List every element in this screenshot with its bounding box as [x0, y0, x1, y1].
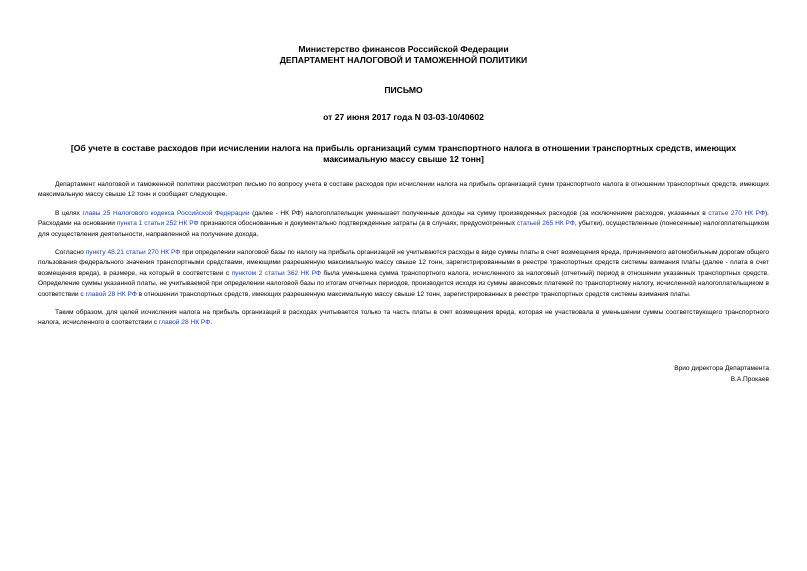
- paragraph-text: признаются обоснованные и документально подтвержденные затраты (а в случаях, предусмотренных: [198, 220, 517, 228]
- link-article-252[interactable]: пункта 1 статьи 252 НК РФ: [116, 220, 199, 228]
- link-article-362-point-2[interactable]: пунктом 2 статьи 362 НК РФ: [231, 269, 322, 277]
- link-article-270-point-48-21[interactable]: пункту 48.21 статьи 270 НК РФ: [85, 249, 181, 257]
- link-chapter-28[interactable]: главой 28 НК РФ: [85, 290, 137, 298]
- paragraph-2: [38, 209, 769, 240]
- paragraph-text: была уменьшена сумма транспортного налога, исчисленного за налоговый (отчетный) период в отношении указанных транспортных средств. Определение суммы указанной платы, не учитываемой при определении налоговой базы по итогам отчетных периодов, производится исходя из суммы авансовых платежей по транспортному налогу, исчисленной налогоплательщиком в соответствии с: [38, 269, 769, 298]
- document-date-number: от 27 июня 2017 года N 03-03-10/40602: [323, 111, 484, 122]
- link-chapter-25-tax-code[interactable]: главы 25 Налогового кодекса Российской Федерации: [82, 209, 250, 217]
- signatory-position: Врио директора Департамента: [674, 365, 769, 372]
- department-name: ДЕПАРТАМЕНТ НАЛОГОВОЙ И ТАМОЖЕННОЙ ПОЛИТИКИ: [279, 54, 528, 65]
- paragraph-text: при определении налоговой базы по налогу на прибыль организаций не учитываются расходы в виде суммы платы в счет возмещения вреда, причиняемого автомобильным дорогам общего пользования федерального значения транспортными средствами, имеющими разрешенную максимальную массу свыше 12 тонн, зарегистрированными в реестре транспортных средств системы взимания платы (далее - плата в счет возмещения вреда), в размере, на который в соответствии с: [38, 249, 769, 277]
- document-subject: [Об учете в составе расходов при исчислении налога на прибыль организаций сумм транспортного налога в отношении транспортных средств, имеющих максимальную массу свыше 12 тонн]: [70, 143, 737, 164]
- paragraph-text: в отношении транспортных средств, имеющих разрешенную максимальную массу свыше 12 тонн, зарегистрированных в реестре транспортных средств системы взимания платы.: [136, 290, 691, 298]
- paragraph-1: Департамент налоговой и таможенной политики рассмотрел письмо по вопросу учета в составе расходов при исчислении налога на прибыль организаций сумм транспортного налога в отношении транспортных средств, имеющих максимальную массу свыше 12 тонн и сообщает следующее.: [38, 181, 769, 199]
- paragraph-text: Согласно: [55, 249, 86, 257]
- paragraph-text: (далее - НК РФ) налогоплательщик уменьшает полученные доходы на сумму произведенных расходов (за исключением расходов, указанных в: [249, 209, 709, 217]
- paragraph-4: [38, 308, 769, 329]
- ministry-name: Министерство финансов Российской Федерации: [298, 44, 509, 54]
- signatory-name: В.А.Прокаев: [730, 375, 769, 383]
- paragraph-text: ). Расходами на основании: [38, 209, 770, 228]
- paragraph-text: В целях: [55, 209, 83, 217]
- paragraph-text: Таким образом, для целей исчисления налога на прибыль организаций в расходах учитывается только та часть платы в счет возмещения вреда, которая не участвовала в уменьшении суммы соответствующего транспортного налога, исчисленного в соответствии с: [38, 309, 769, 327]
- link-article-265[interactable]: статьей 265 НК РФ: [516, 220, 575, 228]
- link-article-270[interactable]: статье 270 НК РФ: [708, 209, 765, 217]
- link-chapter-28[interactable]: главой 28 НК РФ: [158, 319, 211, 327]
- paragraph-3: [38, 248, 769, 300]
- document-body: [38, 180, 769, 329]
- paragraph-text: , убытки), осуществленные (понесенные) налогоплательщиком для осуществления деятельности, направленной на получение дохода.: [38, 220, 769, 238]
- signature-block: [674, 364, 769, 385]
- paragraph-text: .: [210, 319, 213, 327]
- document-type: ПИСЬМО: [384, 85, 423, 95]
